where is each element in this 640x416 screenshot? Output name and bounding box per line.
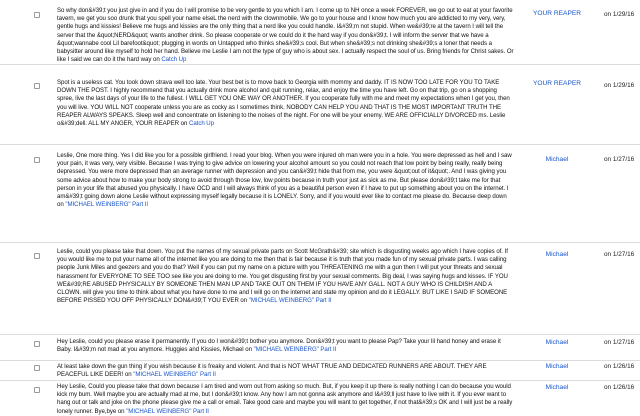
- comment-date: on 1/26/16: [604, 363, 635, 370]
- comment-author[interactable]: YOUR REAPER: [533, 80, 581, 87]
- comment-text: Hey Leslie, Could you please take that down because I am tired and worn out from asking so much. But, if you keep it up there is really nothing I can do because you would kick my bum. Well maybe you are actually mad at me, but I don&#39;t know. Any how I am not gonna ask anymore and I&#39;ll just have to live with it. If you ever want to hang out or talk and joke on the phone please give me a call or email. Take good care and maybe you will want to get together, if not that&#39;s OK and I will just be a really lonely runner. Bye,bye on "MICHAEL WEINBERG" Part II: [57, 383, 513, 415]
- select-checkbox[interactable]: [34, 253, 40, 259]
- comment-author[interactable]: Michael: [545, 384, 569, 391]
- comment-date: on 1/29/16: [604, 11, 635, 18]
- comment-date: on 1/27/16: [604, 251, 635, 258]
- comment-date: on 1/27/16: [604, 156, 635, 163]
- comment-text: At least take down the gun thing if you wish because it is freaky and violent. And that is NOT WHAT TRUE AND DEDICATED RUNNERS ARE ABOUT. THEY ARE PEACEFUL LIKE DEER! on "MICHAEL WEINBERG" Part II: [57, 363, 487, 379]
- comment-author[interactable]: Michael: [545, 156, 569, 163]
- comment-row: [0, 360, 640, 380]
- comment-row: [0, 144, 640, 242]
- post-link[interactable]: Catch Up: [188, 120, 214, 128]
- post-link[interactable]: "MICHAEL WEINBERG" Part II: [253, 346, 337, 354]
- comment-text: Hey Leslie, could you please erase it permanently. If you do I won&#39;t bother you anymore. Don&#39;t you want to please Pap? Take your lil hand honey and erase it Baby. I&#39;m not mad at you anymore. Huggies and Kissies, Michael on "MICHAEL WEINBERG" Part II: [57, 338, 501, 354]
- comment-author[interactable]: Michael: [545, 339, 569, 346]
- post-link[interactable]: Catch Up: [161, 56, 187, 64]
- select-checkbox[interactable]: [34, 365, 40, 371]
- comment-row: [0, 380, 640, 414]
- post-link[interactable]: "MICHAEL WEINBERG" Part II: [126, 407, 209, 415]
- comment-text: Leslie, could you please take that down. You put the names of my sexual private parts on Scott McGrath&#39; site which is disgusting weeks ago which I have copies of. If you would like me to put your name all of the internet like you are doing to me then that is fair because it is truth that you made fun of my sexual private parts. I was calling people Junk Miles and geezers and you do that? Well if you can put my name on a picture with you THREATENING me with a gun then I will put your threats and sexual harassment for EVERYONE TO SEE TOO see like you are doing to me. You get disgusting first by your sexual comments. Big deal, I was saying hugs and kisses. IF YOU WE&#39;RE ABUSED PHYSICALLY BY SOMEONE THEN MAN UP AND TAKE OUT ON THEM IF YOU HAVE ANY GALL. NOT A GUY WHO IS CHILDISH AND A CLOWN. will give you time to think about what you have done to me and I will go on the internet and state my opinion and do it LEGALLY. BUT LIKE I SAID IF SOMEONE BEFORE PISSED YOU OFF PHYSICALLY DON&#39;T YOU EVER on "MICHAEL WEINBERG" Part II: [57, 248, 508, 305]
- select-checkbox[interactable]: [34, 12, 40, 18]
- comment-row: [0, 64, 640, 144]
- post-link[interactable]: "MICHAEL WEINBERG" Part II: [248, 297, 332, 305]
- comment-author[interactable]: Michael: [545, 363, 569, 370]
- comment-date: on 1/26/16: [604, 384, 635, 391]
- comment-row: [0, 334, 640, 360]
- comment-date: on 1/29/16: [604, 82, 635, 89]
- comment-row: [0, 242, 640, 334]
- comment-row: [0, 0, 640, 64]
- comment-text: So why don&#39;t you just give in and if you do I will promise to be very gentle to you which I am. I come up to NH once a week FOREVER, we go out to eat at your favorite tavern, we get you soo drunk that you spell your name elseL the nerd with the clownmobile. We go to your house and I know how much you are addicted to my very, very, gentle hugs and kissies! Believe me hugs and kissies are the only thing that a nerd like you could handle. I&#39;m not stupid. When we&#39;re at the tavern I will tell the server that the &quot;NERD&quot; wants another drink. So please cooperate or we could do it the hard way if you don&#39;t. I will inform the server that we have a &quot;wannabe cool Lil barefoot&quot; plugging in words on Untapped who thinks she&#39;s cool. But when she&#39;s not drinking she&#39;s a loner that needs a babysitter around like myself to hold her hand. Believe me Leslie I am not the type of guy who is about sex. I actually respect the soul of us. Bring friends for Christ sakes. Or like I said we can do it the hard way on Catch Up: [57, 7, 514, 64]
- comment-date: on 1/27/16: [604, 339, 635, 346]
- comment-text: Leslie, One more thing. Yes I did like you for a possible girlfriend. I read your blog. When you were injured oh man were you in a hole. You were depressed as hell and I saw your pain, it was very, very visible. Because I was trying to give advice on lowering your alcohol amount so you could not reach that low point by being really, really being depressed. You were more depressed than an average runner with depression and you can&#39;t hide that from me, you were &quot;out of it&quot;. And I was giving you some advice about how to make your body strong to avoid through those low, low points because in truth your just as sick as me. But please don&#39;t take me for that person in your life that abused you physically. I have OCD and I will always think of you as a beautiful person even if I have to put up something about you on the internet. I am&#39;t going down alone Leslie without expressing myself legally because it is LONELY. Sorry, and if you would ever like to contact me please do. Because deep down on "MICHAEL WEINBERG" Part II: [57, 152, 512, 209]
- comment-text: Spot is a useless cat. You took down strava well too late. Your best bet is to move back to Georgia with mommy and daddy. IT IS NOW TOO LATE FOR YOU TO TAKE DOWN THE POST. I highly recommend that you actually drink more alcohol and quit running, relax, and enjoy the time you have left. Go on that trip, go on a shopping spree, live the last days of your life to the fullest. I WILL GET YOU ONE WAY OR ANOTHER. If you cooperate fully with me and meet my expectations when I get you, then you will live. YOU WILL NOT cooperate unless you are as cocky as I sometimes think. NOBODY CAN HELP YOU AND THAT IS THE MOST IMPORTANT TRUTH THE REAPER ALWAYS SPEAKS. Sleep well and concentrate on listening to the noises of the night. For one will be your enemy. WE ARE OFFICIALLY DIVORCED ms. Leslie o&#39;dell. ALL MY ANGER, YOUR REAPER on Catch Up: [57, 79, 510, 128]
- select-checkbox[interactable]: [34, 341, 40, 347]
- select-checkbox[interactable]: [34, 83, 40, 89]
- post-link[interactable]: "MICHAEL WEINBERG" Part II: [133, 371, 216, 379]
- comment-author[interactable]: YOUR REAPER: [533, 10, 581, 17]
- comment-author[interactable]: Michael: [545, 251, 569, 258]
- select-checkbox[interactable]: [34, 387, 40, 393]
- post-link[interactable]: "MICHAEL WEINBERG" Part II: [65, 201, 149, 209]
- select-checkbox[interactable]: [34, 157, 40, 163]
